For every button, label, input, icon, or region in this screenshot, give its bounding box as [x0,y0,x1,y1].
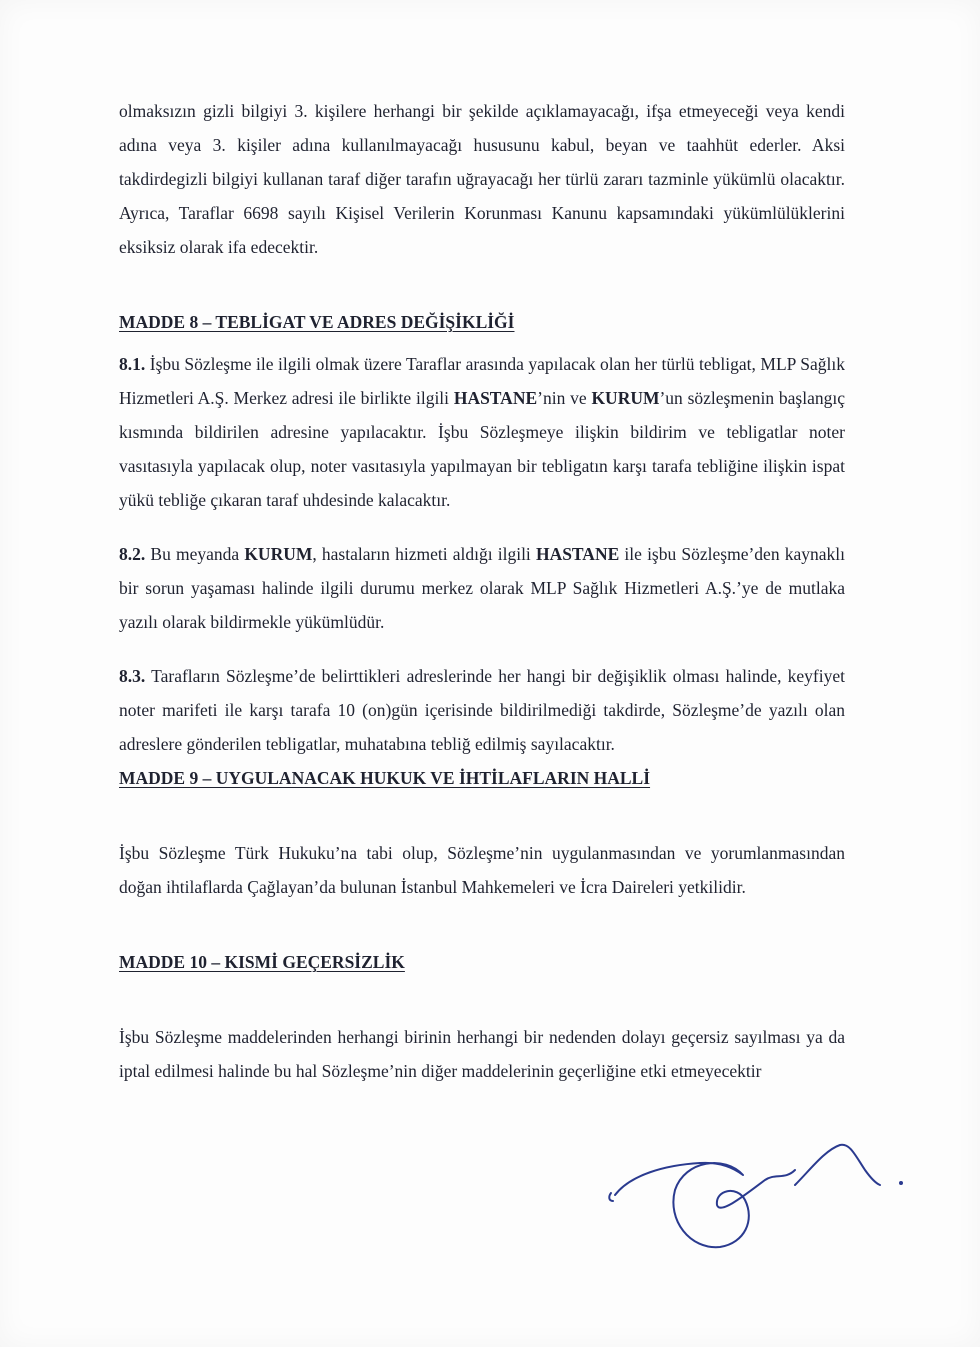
clause-text: ile işbu Sözleşme’den kaynaklı bir sorun yaşaması halinde ilgili durumu merkez olarak MLP Sağlık Hizmetleri A.Ş.’ye de mutlaka yazılı olarak bildirmekle yükümlüdür. [119,544,845,632]
madde-9-heading: MADDE 9 – UYGULANACAK HUKUK VE İHTİLAFLARIN HALLİ [119,768,651,788]
clause-number: 8.1. [119,354,146,374]
madde-8-heading: MADDE 8 – TEBLİGAT VE ADRES DEĞİŞİKLİĞİ [119,312,515,332]
clause-text: ’nin ve [537,388,592,408]
paragraph-8-2 [119,537,845,639]
party-name: HASTANE [453,388,538,408]
madde-10-heading: MADDE 10 – KISMİ GEÇERSİZLİK [119,952,405,972]
paragraph-9: İşbu Sözleşme Türk Hukuku’na tabi olup, Sözleşme’nin uygulanmasından ve yorumlanmasından doğan ihtilaflarda Çağlayan’da bulunan İstanbul Mahkemeleri ve İcra Daireleri yetkilidir. [119,843,845,897]
clause-text: Tarafların Sözleşme’de belirttikleri adreslerinde her hangi bir değişiklik olması halinde, keyfiyet noter marifeti ile karşı tarafa 10 (on)gün içerisinde bildirilmediği takdirde, Sözleşme’de yazılı olan adreslere gönderilen tebligatlar, muhatabına tebliğ edilmiş sayılacaktır. [119,666,845,754]
document-body [119,94,845,1088]
party-name: HASTANE [535,544,620,564]
paragraph-8-1 [119,347,845,517]
party-name: KURUM [244,544,313,564]
clause-number: 8.2. [119,544,146,564]
handwritten-signature [605,1135,915,1265]
clause-text: ’un sözleşmenin başlangıç kısmında bildirilen adresine yapılacaktır. İşbu Sözleşmeye ilişkin bildirim ve tebligatlar noter vasıtasıyla yapılacak olup, noter vasıtasıyla yapılmayan bir tebligatın karşı tarafa tebliğine ilişkin ispat yükü tebliğe çıkaran taraf uhdesinde kalacaktır. [119,388,845,510]
party-name: KURUM [591,388,660,408]
clause-text: İşbu Sözleşme ile ilgili olmak üzere Taraflar arasında yapılacak olan her türlü tebligat, MLP Sağlık Hizmetleri A.Ş. Merkez adresi ile birlikte ilgili [119,354,845,408]
intro-paragraph: olmaksızın gizli bilgiyi 3. kişilere herhangi bir şekilde açıklamayacağı, ifşa etmeyeceği veya kendi adına veya 3. kişiler adına kullanılmayacağı hususunu kabul, beyan ve taahhüt ederler. Aksi takdirdegizli bilgiyi kullanan taraf diğer tarafın uğrayacağı her türlü zararı tazminle yükümlü olacaktır. Ayrıca, Taraflar 6698 sayılı Kişisel Verilerin Korunması Kanunu kapsamındaki yükümlülüklerini eksiksiz olarak ifa edecektir. [119,101,845,257]
clause-text: Bu meyanda [145,544,245,564]
clause-number: 8.3. [119,666,146,686]
paragraph-8-3 [119,659,845,761]
clause-text: , hastaların hizmeti aldığı ilgili [312,544,536,564]
paragraph-10: İşbu Sözleşme maddelerinden herhangi birinin herhangi bir nedenden dolayı geçersiz sayılması ya da iptal edilmesi halinde bu hal Sözleşme’nin diğer maddelerinin geçerliğine etki etmeyecektir [119,1027,845,1081]
